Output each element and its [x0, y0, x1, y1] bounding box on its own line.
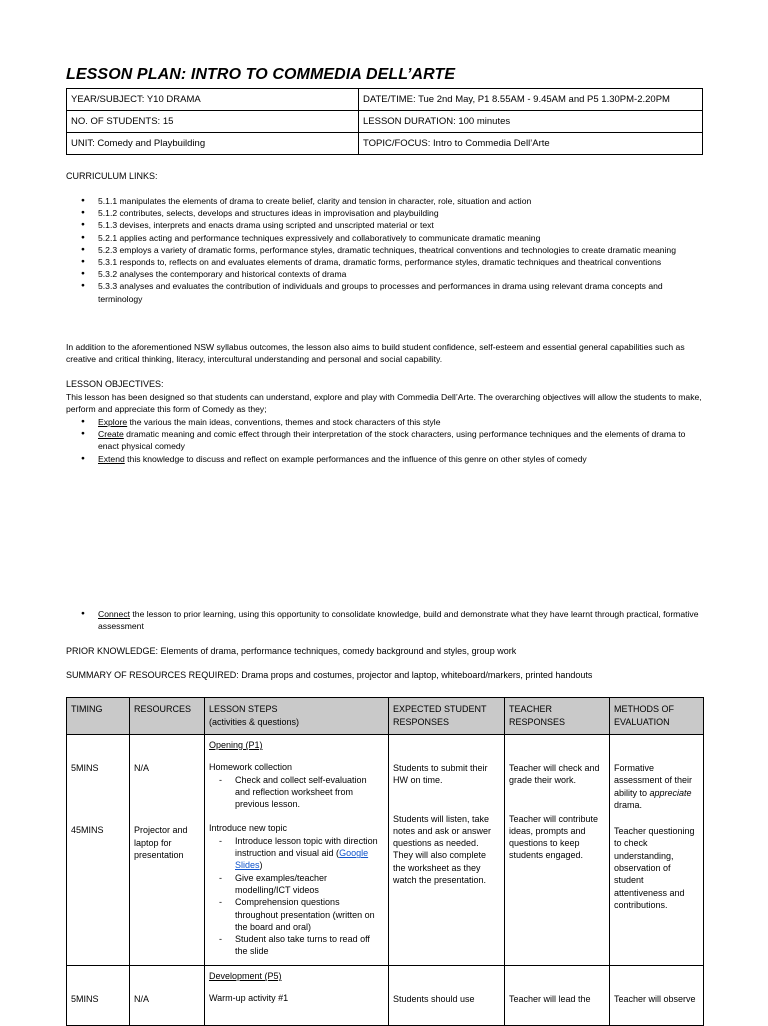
resources-cell: N/A: [130, 966, 205, 1026]
date-time-cell: DATE/TIME: Tue 2nd May, P1 8.55AM - 9.45AM and P5 1.30PM-2.20PM: [359, 89, 703, 111]
connect-list: [66, 608, 703, 632]
topic-cell: TOPIC/FOCUS: Intro to Commedia Dell’Arte: [359, 133, 703, 155]
curriculum-item: ● 5.2.1 applies acting and performance techniques expressively and collaboratively to communicate dramatic meaning: [66, 232, 703, 244]
objective-verb: Explore: [98, 417, 128, 427]
col-header-teacher: TEACHER RESPONSES: [505, 698, 610, 735]
teacher-cell: Teacher will check and grade their work. Teacher will contribute ideas, prompts and questions to keep students engaged.: [505, 735, 610, 966]
curriculum-item: ● 5.2.3 employs a variety of dramatic forms, performance styles, dramatic techniques, theatrical conventions and technologies to create dramatic meaning: [66, 244, 703, 256]
objective-text: the various the main ideas, conventions, themes and stock characters of this style: [127, 417, 441, 427]
steps-cell: Development (P5) Warm-up activity #1: [205, 966, 389, 1026]
lesson-info-table: [66, 88, 703, 155]
duration-cell: LESSON DURATION: 100 minutes: [359, 111, 703, 133]
objective-text: dramatic meaning and comic effect through their interpretation of the stock characters, using performance techniques and the elements of drama to enact physical comedy: [98, 429, 686, 452]
unit-cell: UNIT: Comedy and Playbuilding: [67, 133, 359, 155]
curriculum-item: ● 5.1.3 devises, interprets and enacts drama using scripted and unscripted material or text: [66, 219, 703, 231]
curriculum-item: ● 5.3.2 analyses the contemporary and historical contexts of drama: [66, 268, 703, 280]
teacher-cell: Teacher will lead the: [505, 966, 610, 1026]
table-row: [67, 966, 704, 1026]
resources-summary: SUMMARY OF RESOURCES REQUIRED: Drama props and costumes, projector and laptop, whiteboard/markers, printed handouts: [66, 670, 593, 680]
resources-cell: N/A Projector and laptop for presentation: [130, 735, 205, 966]
objective-item: [66, 608, 703, 632]
google-slides-link[interactable]: Google Slides: [235, 848, 369, 871]
steps-cell: Opening (P1) Homework collection - Check and collect self-evaluation and reflection worksheet from previous lesson. Introduce new topic - Introduce lesson topic with direction instruction and visual aid (Google Slides) - Give examples/teacher modelling/ICT videos - Comprehension questions throughout presentation (written on the board and oral) - Student also take turns to read off the slide: [205, 735, 389, 966]
objective-verb: Create: [98, 429, 124, 440]
curriculum-heading: CURRICULUM LINKS:: [66, 171, 158, 181]
curriculum-item: ● 5.3.1 responds to, reflects on and evaluates elements of drama, dramatic forms, performance styles, dramatic techniques and theatrical conventions: [66, 256, 703, 268]
timing-cell: 5MINS: [67, 966, 130, 1026]
curriculum-item: ● 5.3.3 analyses and evaluates the contribution of individuals and groups to processes and performances in drama using relevant drama concepts and terminology: [66, 280, 703, 304]
curriculum-list: [66, 195, 703, 305]
expected-cell: Students to submit their HW on time. Students will listen, take notes and ask or answer questions as needed. They will also complete the worksheet as they watch the presentation.: [389, 735, 505, 966]
prior-knowledge: PRIOR KNOWLEDGE: Elements of drama, performance techniques, comedy background and styles, group work: [66, 646, 517, 656]
objectives-list: [66, 416, 703, 465]
table-row: [67, 735, 704, 966]
objective-text: this knowledge to discuss and reflect on example performances and the influence of this genre on other styles of comedy: [124, 453, 587, 464]
methods-cell: Teacher will observe: [610, 966, 704, 1026]
methods-cell: Formative assessment of their ability to appreciate drama. Teacher questioning to check understanding, observation of student attentiveness and contributions.: [610, 735, 704, 966]
objectives-intro: This lesson has been designed so that students can understand, explore and play with Commedia Dell’Arte. The overarching objectives will allow the students to make, perform and appreciate this form of Comedy as they;: [66, 392, 702, 415]
curriculum-note: In addition to the aforementioned NSW syllabus outcomes, the lesson also aims to build student confidence, self-esteem and essential general capabilities such as creative and critical thinking, literacy, intercultural understanding and personal and social capability.: [66, 342, 685, 365]
col-header-resources: RESOURCES: [130, 698, 205, 735]
section-label: Development (P5): [209, 971, 282, 981]
objectives-heading: LESSON OBJECTIVES:: [66, 379, 164, 389]
col-header-expected: EXPECTED STUDENT RESPONSES: [389, 698, 505, 735]
students-cell: NO. OF STUDENTS: 15: [67, 111, 359, 133]
objective-verb: Extend: [98, 453, 125, 464]
col-header-methods: METHODS OF EVALUATION: [610, 698, 704, 735]
curriculum-item: ● 5.1.1 manipulates the elements of drama to create belief, clarity and tension in character, role, situation and action: [66, 195, 703, 207]
section-label: Opening (P1): [209, 740, 263, 750]
curriculum-item: ● 5.1.2 contributes, selects, develops and structures ideas in improvisation and playbuilding: [66, 207, 703, 219]
objective-verb: Connect: [98, 609, 131, 619]
year-subject-cell: YEAR/SUBJECT: Y10 DRAMA: [67, 89, 359, 111]
expected-cell: Students should use: [389, 966, 505, 1026]
col-header-steps: LESSON STEPS (activities & questions): [205, 698, 389, 735]
objective-text: the lesson to prior learning, using this opportunity to consolidate knowledge, build and demonstrate what they have learnt through practical, formative assessment: [98, 609, 699, 632]
timing-cell: 5MINS 45MINS: [67, 735, 130, 966]
lesson-steps-table: [66, 697, 704, 1026]
objective-item: [66, 453, 703, 465]
page-title: LESSON PLAN: INTRO TO COMMEDIA DELL’ARTE: [66, 66, 456, 83]
objective-item: [66, 428, 703, 452]
col-header-timing: TIMING: [67, 698, 130, 735]
objective-item: [66, 416, 703, 428]
table-header-row: [67, 698, 704, 735]
